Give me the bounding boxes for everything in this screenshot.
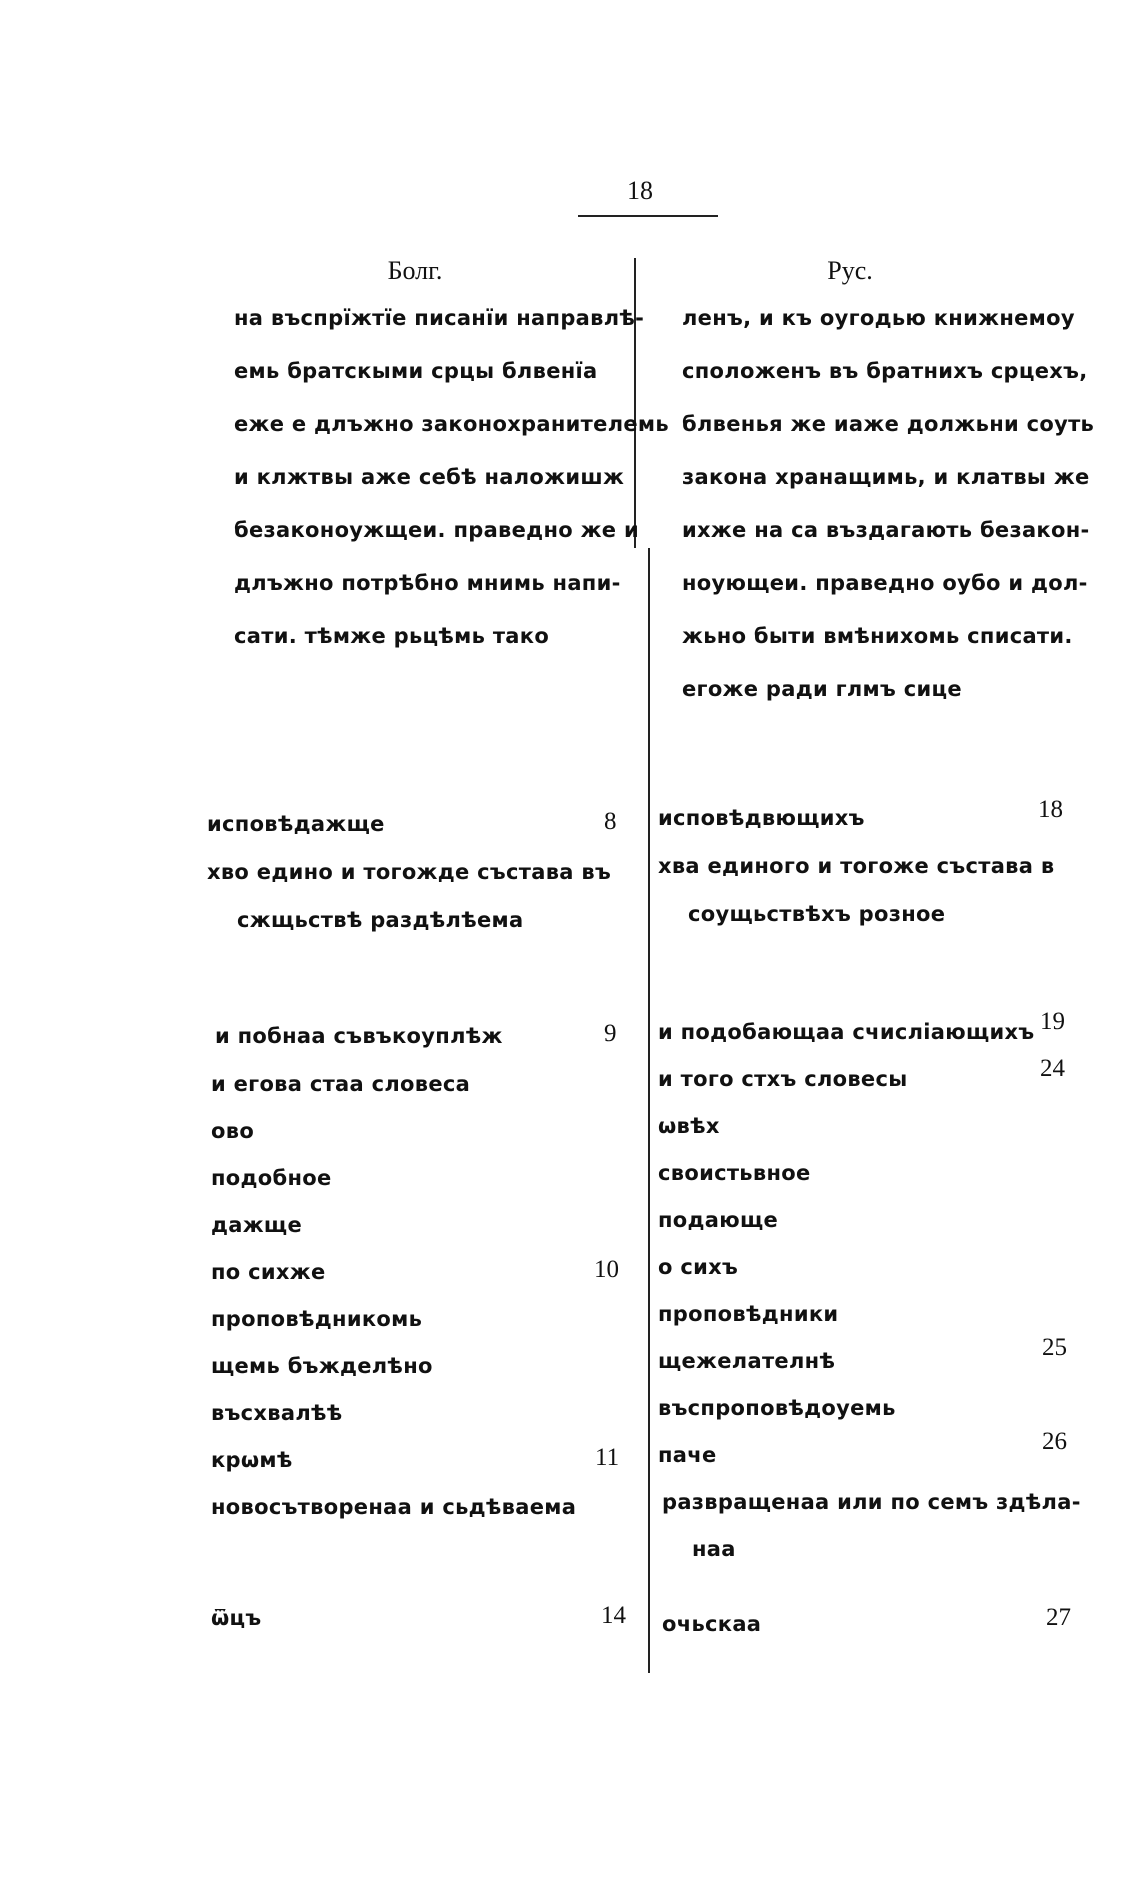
bulgarian-entry: и егова стаа словеса	[211, 1072, 471, 1096]
russian-entry: въспроповѣдоуемь	[658, 1396, 896, 1420]
bulgarian-intro-line: еже е длъжно законохранителемь	[234, 412, 669, 436]
bulgarian-entry: и побнаа съвъкоуплѣж	[215, 1024, 503, 1048]
russian-entry: очьскаа	[662, 1612, 762, 1636]
bulgarian-verse-number: 11	[595, 1444, 620, 1471]
russian-entry: своистьвное	[658, 1161, 811, 1185]
bulgarian-verse-number: 8	[604, 808, 617, 835]
russian-entry: ѡвѣх	[658, 1114, 720, 1138]
page-number: 18	[627, 176, 653, 205]
russian-verse-number: 25	[1042, 1334, 1067, 1361]
russian-entry: и подобающаа счисліающихъ	[658, 1020, 1035, 1044]
russian-intro-line: ленъ, и къ оугодью книжнемоу	[682, 306, 1075, 330]
russian-verse-number: 26	[1042, 1428, 1067, 1455]
bulgarian-column-header: Болг.	[387, 256, 443, 285]
bulgarian-entry: хво едино и тогожде състава въ	[207, 860, 612, 884]
russian-verse-number: 18	[1038, 796, 1063, 823]
bulgarian-intro-line: безаконоужщеи. праведно же и	[234, 518, 639, 542]
column-divider	[648, 548, 650, 1673]
bulgarian-entry: щемь бъжделѣно	[211, 1354, 433, 1378]
russian-entry: хва единого и тогоже състава в	[658, 854, 1055, 878]
russian-entry: и того стхъ словесы	[658, 1067, 908, 1091]
bulgarian-entry: по сихже	[211, 1260, 326, 1284]
russian-verse-number: 27	[1046, 1604, 1071, 1631]
bulgarian-verse-number: 14	[601, 1602, 626, 1629]
bulgarian-intro-line: емь братскыми срцы блвенїа	[234, 359, 598, 383]
bulgarian-entry: проповѣдникомь	[211, 1307, 423, 1331]
russian-intro-line: егоже ради глмъ сице	[682, 677, 962, 701]
russian-column-header: Рус.	[827, 256, 873, 285]
column-divider	[634, 258, 636, 548]
bulgarian-entry: крѡмѣ	[211, 1448, 293, 1472]
russian-entry: о сихъ	[658, 1255, 739, 1279]
bulgarian-entry: ѿцъ	[211, 1606, 262, 1630]
bulgarian-entry: ово	[211, 1119, 255, 1143]
russian-entry: развращенаа или по семъ здѣла-	[662, 1490, 1081, 1514]
russian-intro-line: закона хранащимь, и клатвы же	[682, 465, 1090, 489]
bulgarian-entry: въсхвалѣѣ	[211, 1401, 343, 1425]
bulgarian-verse-number: 9	[604, 1020, 617, 1047]
bulgarian-entry: подобное	[211, 1166, 332, 1190]
bulgarian-verse-number: 10	[594, 1256, 619, 1283]
russian-intro-line: сположенъ въ братнихъ срцехъ,	[682, 359, 1088, 383]
header-rule	[578, 215, 718, 217]
russian-verse-number: 24	[1040, 1055, 1065, 1082]
russian-entry: соущьствѣхъ розное	[688, 902, 946, 926]
bulgarian-entry: новосътворенаа и сьдѣваема	[211, 1495, 577, 1519]
russian-entry: проповѣдники	[658, 1302, 839, 1326]
russian-verse-number: 19	[1040, 1008, 1065, 1035]
bulgarian-entry: дажще	[211, 1213, 302, 1237]
bulgarian-entry: исповѣдажще	[207, 812, 385, 836]
russian-entry: паче	[658, 1443, 717, 1467]
bulgarian-intro-line: длъжно потрѣбно мнимь напи-	[234, 571, 621, 595]
russian-entry: щежелателнѣ	[658, 1349, 836, 1373]
russian-intro-line: ихже на са въздагають безакон-	[682, 518, 1090, 542]
russian-entry: наа	[692, 1537, 736, 1561]
russian-intro-line: ноующеи. праведно оубо и дол-	[682, 571, 1088, 595]
russian-entry: исповѣдвющихъ	[658, 806, 865, 830]
bulgarian-intro-line: сати. тѣмже рьцѣмь тако	[234, 624, 550, 648]
russian-entry: подающе	[658, 1208, 779, 1232]
russian-intro-line: блвенья же иаже должьни соуть	[682, 412, 1095, 436]
bulgarian-intro-line: и клжтвы аже себѣ наложишж	[234, 465, 625, 489]
russian-intro-line: жьно быти вмѣнихомь списати.	[682, 624, 1073, 648]
bulgarian-entry: сжщьствѣ раздѣлѣема	[237, 908, 524, 932]
bulgarian-intro-line: на въспрїжтїе писанїи направлѣ-	[234, 306, 645, 330]
